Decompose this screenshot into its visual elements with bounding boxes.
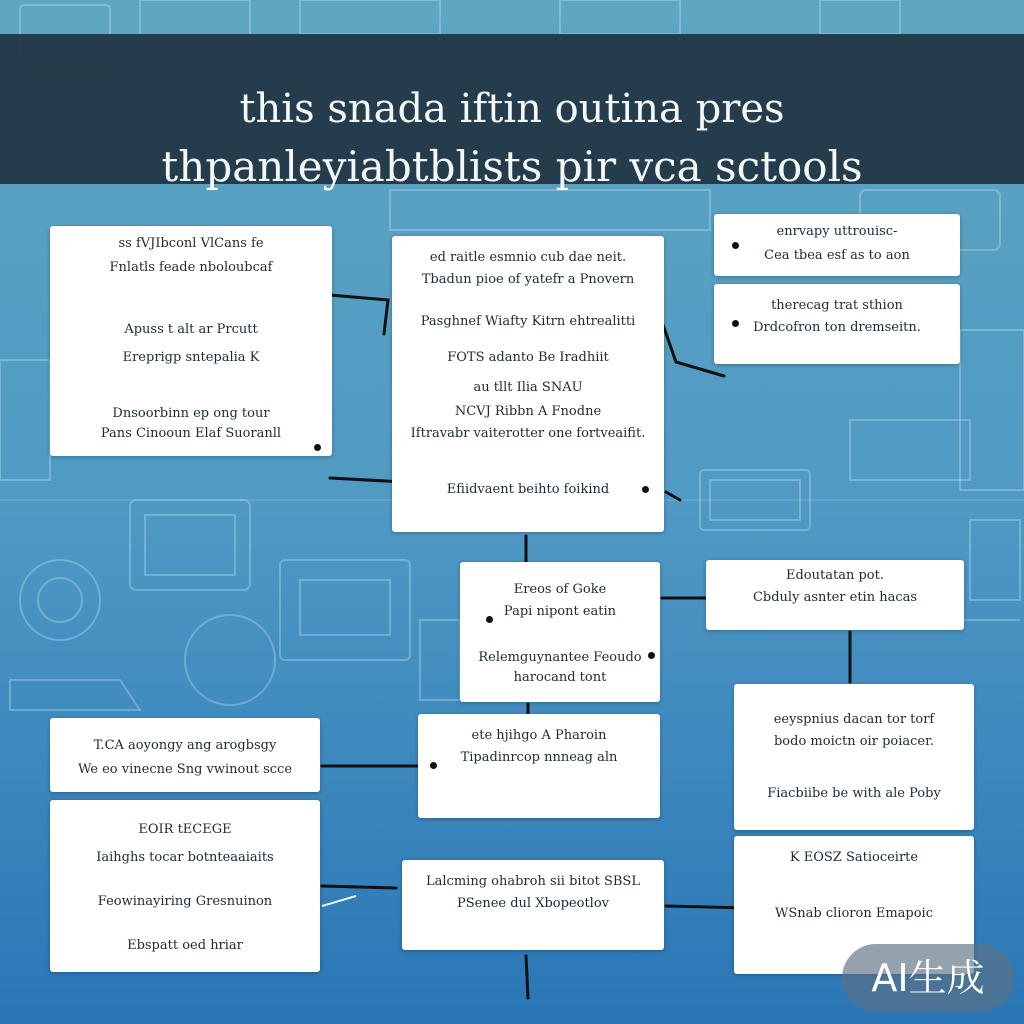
node-box-2 (392, 236, 664, 532)
node-box-7 (50, 718, 320, 792)
node-text: We eo vinecne Sng vwinout scce (77, 762, 293, 777)
node-box-3 (714, 214, 960, 276)
node-text: Ereos of Goke (513, 582, 607, 597)
node-text: Ereprigp sntepalia K (122, 350, 260, 365)
node-text: Lalcming ohabroh sii bitot SBSL (426, 874, 640, 889)
node-text: therecag trat sthion (771, 298, 903, 313)
title-banner (0, 34, 1024, 191)
node-text: Dnsoorbinn ep ong tour (112, 406, 270, 421)
node-text: Fnlatls feade nboloubcaf (109, 260, 273, 275)
bullet-dot (430, 762, 437, 769)
node-text: bodo moictn oir poiacer. (773, 734, 935, 749)
bullet-dot (642, 486, 649, 493)
node-text: Iaihghs tocar botnteaaiaits (96, 850, 274, 865)
node-box-9 (734, 684, 974, 830)
node-text: FOTS adanto Be Iradhiit (447, 350, 609, 365)
node-text: eeyspnius dacan tor torf (773, 712, 935, 727)
bullet-dot (648, 652, 655, 659)
node-text: Apuss t alt ar Prcutt (124, 322, 258, 337)
bullet-dot (486, 616, 493, 623)
node-text: Feowinayiring Gresnuinon (97, 894, 273, 909)
node-text: ed raitle esmnio cub dae neit. (429, 250, 627, 265)
node-box-11 (402, 860, 664, 950)
ai-generated-watermark: AI生成 (842, 944, 1014, 1012)
node-text: K EOSZ Satioceirte (789, 850, 919, 865)
node-text: PSenee dul Xbopeotlov (456, 896, 610, 911)
node-box-10 (50, 800, 320, 972)
bullet-dot (732, 242, 739, 249)
node-text: EOIR tECEGE (138, 822, 232, 837)
node-text: Edoutatan pot. (786, 568, 884, 583)
diagram-title-line-1: this snada iftin outina pres (239, 86, 785, 132)
node-box-1 (50, 226, 332, 456)
node-text: T.CA aoyongy ang arogbsgy (93, 738, 277, 753)
node-text: WSnab clioron Emapoic (775, 906, 933, 921)
node-text: Drdcofron ton dremseitn. (753, 320, 921, 335)
node-text: Tbadun pioe of yatefr a Pnovern (421, 272, 635, 287)
node-text: Ebspatt oed hriar (127, 938, 243, 953)
node-footer-text: Efiidvaent beihto foikind (446, 482, 610, 497)
node-text: Pans Cinooun Elaf Suoranll (100, 426, 282, 441)
node-box-8 (418, 714, 660, 818)
node-text: ss fVJIbconl VlCans fe (118, 236, 264, 251)
node-text: Cea tbea esf as to aon (764, 248, 910, 263)
node-text: enrvapy uttrouisc- (776, 224, 898, 239)
bullet-dot (314, 444, 321, 451)
node-text: au tllt Ilia SNAU (473, 380, 583, 395)
node-box-5 (460, 562, 660, 702)
node-text: Papi nipont eatin (503, 604, 617, 619)
diagram-title-line-2: thpanleyiabtblists pir vca sctools (161, 142, 863, 191)
bullet-dot (732, 320, 739, 327)
node-text: Iftravabr vaiterotter one fortveaifit. (410, 426, 646, 441)
node-text: Relemguynantee Feoudo (478, 650, 642, 665)
node-text: ete hjihgo A Pharoin (471, 728, 607, 743)
node-box-4 (714, 284, 960, 364)
node-text: Pasghnef Wiafty Kitrn ehtrealitti (420, 314, 636, 329)
node-text: Cbduly asnter etin hacas (752, 590, 918, 605)
node-text: Fiacbiibe be with ale Poby (767, 786, 941, 801)
node-text: harocand tont (513, 670, 607, 685)
node-box-6 (706, 560, 964, 630)
node-text: NCVJ Ribbn A Fnodne (454, 404, 602, 419)
node-text: Tipadinrcop nnneag aln (460, 750, 618, 765)
